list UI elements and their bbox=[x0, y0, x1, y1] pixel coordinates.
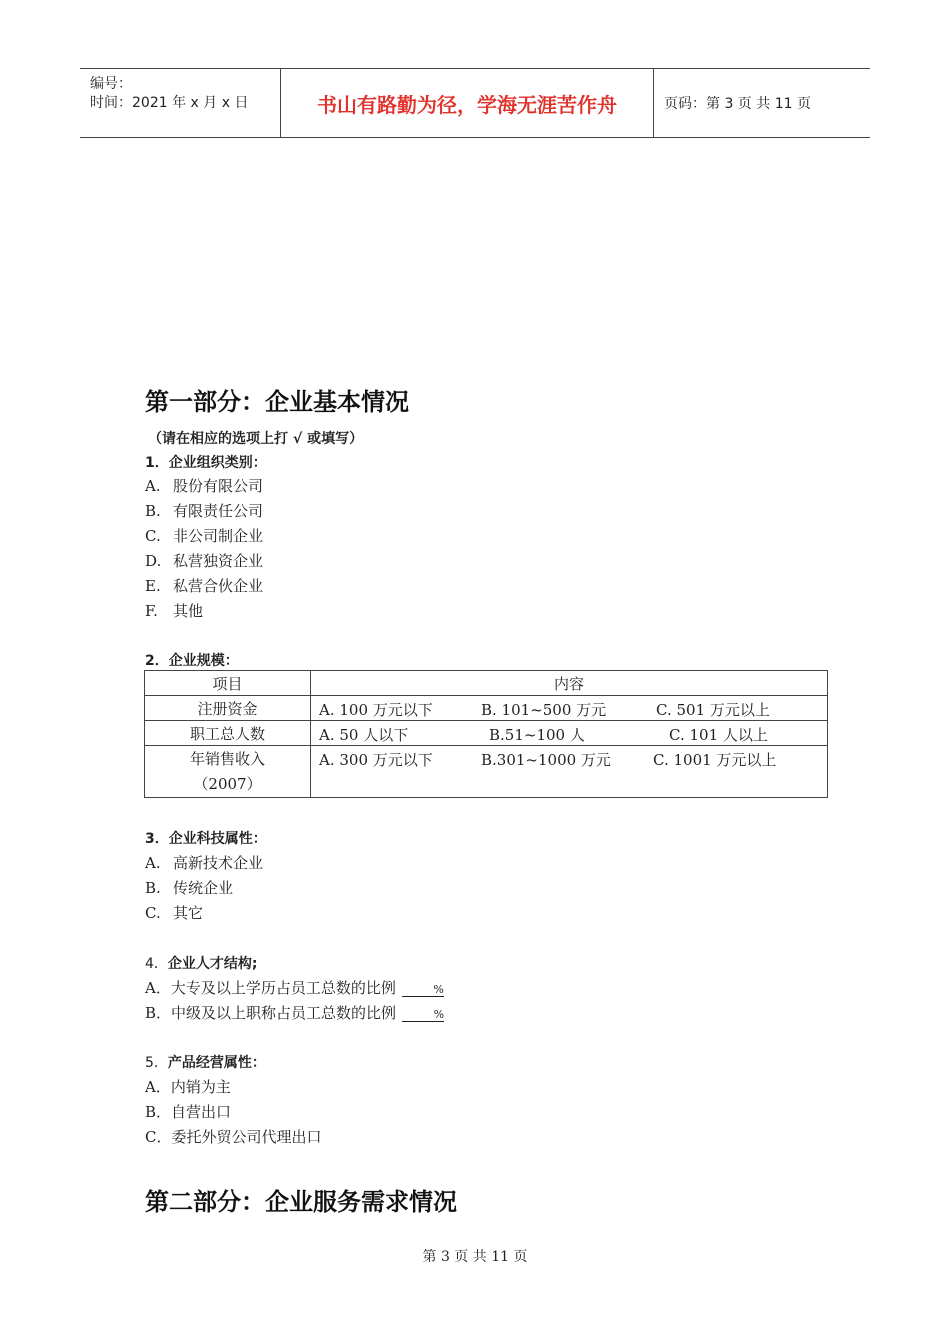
q3-option[interactable] bbox=[145, 877, 233, 898]
q1-option[interactable] bbox=[145, 550, 263, 571]
part2-title: 第二部分：企业服务需求情况 bbox=[145, 1188, 457, 1216]
page-footer: 第 3 页 共 11 页 bbox=[422, 1249, 528, 1265]
option-b[interactable]: B.51~100 人 bbox=[489, 726, 585, 744]
table-header-row bbox=[145, 671, 828, 696]
q3-option[interactable] bbox=[145, 852, 263, 873]
option-text: 非公司制企业 bbox=[173, 527, 264, 545]
table-row bbox=[145, 746, 828, 798]
row-item-line1: 年销售收入 bbox=[189, 750, 265, 768]
option-a[interactable]: A. 300 万元以下 bbox=[319, 751, 433, 769]
q1-option[interactable] bbox=[145, 475, 263, 496]
q4-title-text: 企业人才结构; bbox=[167, 956, 258, 972]
option-key: B. bbox=[145, 879, 161, 897]
option-key: A. bbox=[145, 854, 161, 872]
option-text: 高新技术企业 bbox=[173, 854, 264, 872]
option-c[interactable]: C. 501 万元以上 bbox=[656, 701, 770, 719]
percent-blank[interactable]: % bbox=[402, 984, 444, 997]
option-key: C. bbox=[145, 904, 161, 922]
q3-title: 3．企业科技属性： bbox=[145, 831, 267, 847]
option-b[interactable]: B. 101~500 万元 bbox=[481, 701, 607, 719]
option-c[interactable]: C. 101 人以上 bbox=[669, 726, 768, 744]
q4-number: 4． bbox=[145, 956, 168, 972]
page-header bbox=[80, 68, 870, 138]
option-text: 其它 bbox=[173, 904, 204, 922]
option-text: 其他 bbox=[173, 602, 204, 620]
row-content bbox=[311, 746, 828, 798]
part1-note: （请在相应的选项上打 √ 或填写） bbox=[148, 431, 364, 447]
option-key: B. bbox=[145, 502, 161, 520]
q1-option[interactable] bbox=[145, 500, 263, 521]
table-row bbox=[145, 696, 828, 721]
option-a[interactable]: A. 50 人以下 bbox=[319, 726, 409, 744]
header-meta-cell bbox=[80, 69, 281, 137]
option-text: 有限责任公司 bbox=[173, 502, 264, 520]
q5-option[interactable]: B．自营出口 bbox=[145, 1103, 232, 1121]
option-text: B．中级及以上职称占员工总数的比例 bbox=[145, 1004, 397, 1022]
q1-option[interactable] bbox=[145, 525, 263, 546]
scale-table bbox=[144, 670, 828, 798]
row-item: 注册资金 bbox=[145, 696, 311, 721]
header-motto: 书山有路勤为径，学海无涯苦作舟 bbox=[281, 69, 654, 137]
row-content bbox=[311, 696, 828, 721]
percent-blank[interactable]: % bbox=[402, 1009, 444, 1022]
q2-title: 2．企业规模： bbox=[145, 653, 239, 669]
q5-option[interactable]: C．委托外贸公司代理出口 bbox=[145, 1128, 322, 1146]
row-item-line2: （2007） bbox=[193, 775, 262, 793]
q5-option[interactable]: A．内销为主 bbox=[145, 1078, 231, 1096]
option-c[interactable]: C. 1001 万元以上 bbox=[653, 751, 777, 769]
q4-option bbox=[145, 977, 444, 998]
option-text: 私营独资企业 bbox=[173, 552, 264, 570]
option-key: C. bbox=[145, 527, 161, 545]
row-content bbox=[311, 721, 828, 746]
q1-title: 1．企业组织类别： bbox=[145, 455, 267, 471]
q4-title bbox=[145, 953, 258, 973]
table-row bbox=[145, 721, 828, 746]
option-key: F. bbox=[145, 602, 158, 620]
table-header-item: 项目 bbox=[145, 671, 311, 696]
option-key: D. bbox=[145, 552, 162, 570]
part1-title: 第一部分：企业基本情况 bbox=[145, 388, 409, 416]
q5-number: 5． bbox=[145, 1055, 168, 1071]
option-text: 股份有限公司 bbox=[173, 477, 264, 495]
option-key: A. bbox=[145, 477, 161, 495]
option-b[interactable]: B.301~1000 万元 bbox=[481, 751, 611, 769]
row-item bbox=[145, 746, 311, 798]
q4-option bbox=[145, 1002, 444, 1023]
q3-option[interactable] bbox=[145, 902, 203, 923]
header-time-label: 时间：2021 年 x 月 x 日 bbox=[90, 95, 249, 111]
option-text: 传统企业 bbox=[173, 879, 234, 897]
option-text: 私营合伙企业 bbox=[173, 577, 264, 595]
q1-option[interactable] bbox=[145, 600, 203, 621]
q5-title bbox=[145, 1052, 266, 1072]
q1-option[interactable] bbox=[145, 575, 263, 596]
q5-title-text: 产品经营属性： bbox=[167, 1055, 266, 1071]
option-a[interactable]: A. 100 万元以下 bbox=[319, 701, 433, 719]
option-key: E. bbox=[145, 577, 161, 595]
header-number-label: 编号： bbox=[90, 76, 132, 92]
option-text: A．大专及以上学历占员工总数的比例 bbox=[145, 979, 396, 997]
row-item: 职工总人数 bbox=[145, 721, 311, 746]
table-header-content: 内容 bbox=[311, 671, 828, 696]
header-page-label: 页码：第 3 页 共 11 页 bbox=[664, 96, 811, 112]
